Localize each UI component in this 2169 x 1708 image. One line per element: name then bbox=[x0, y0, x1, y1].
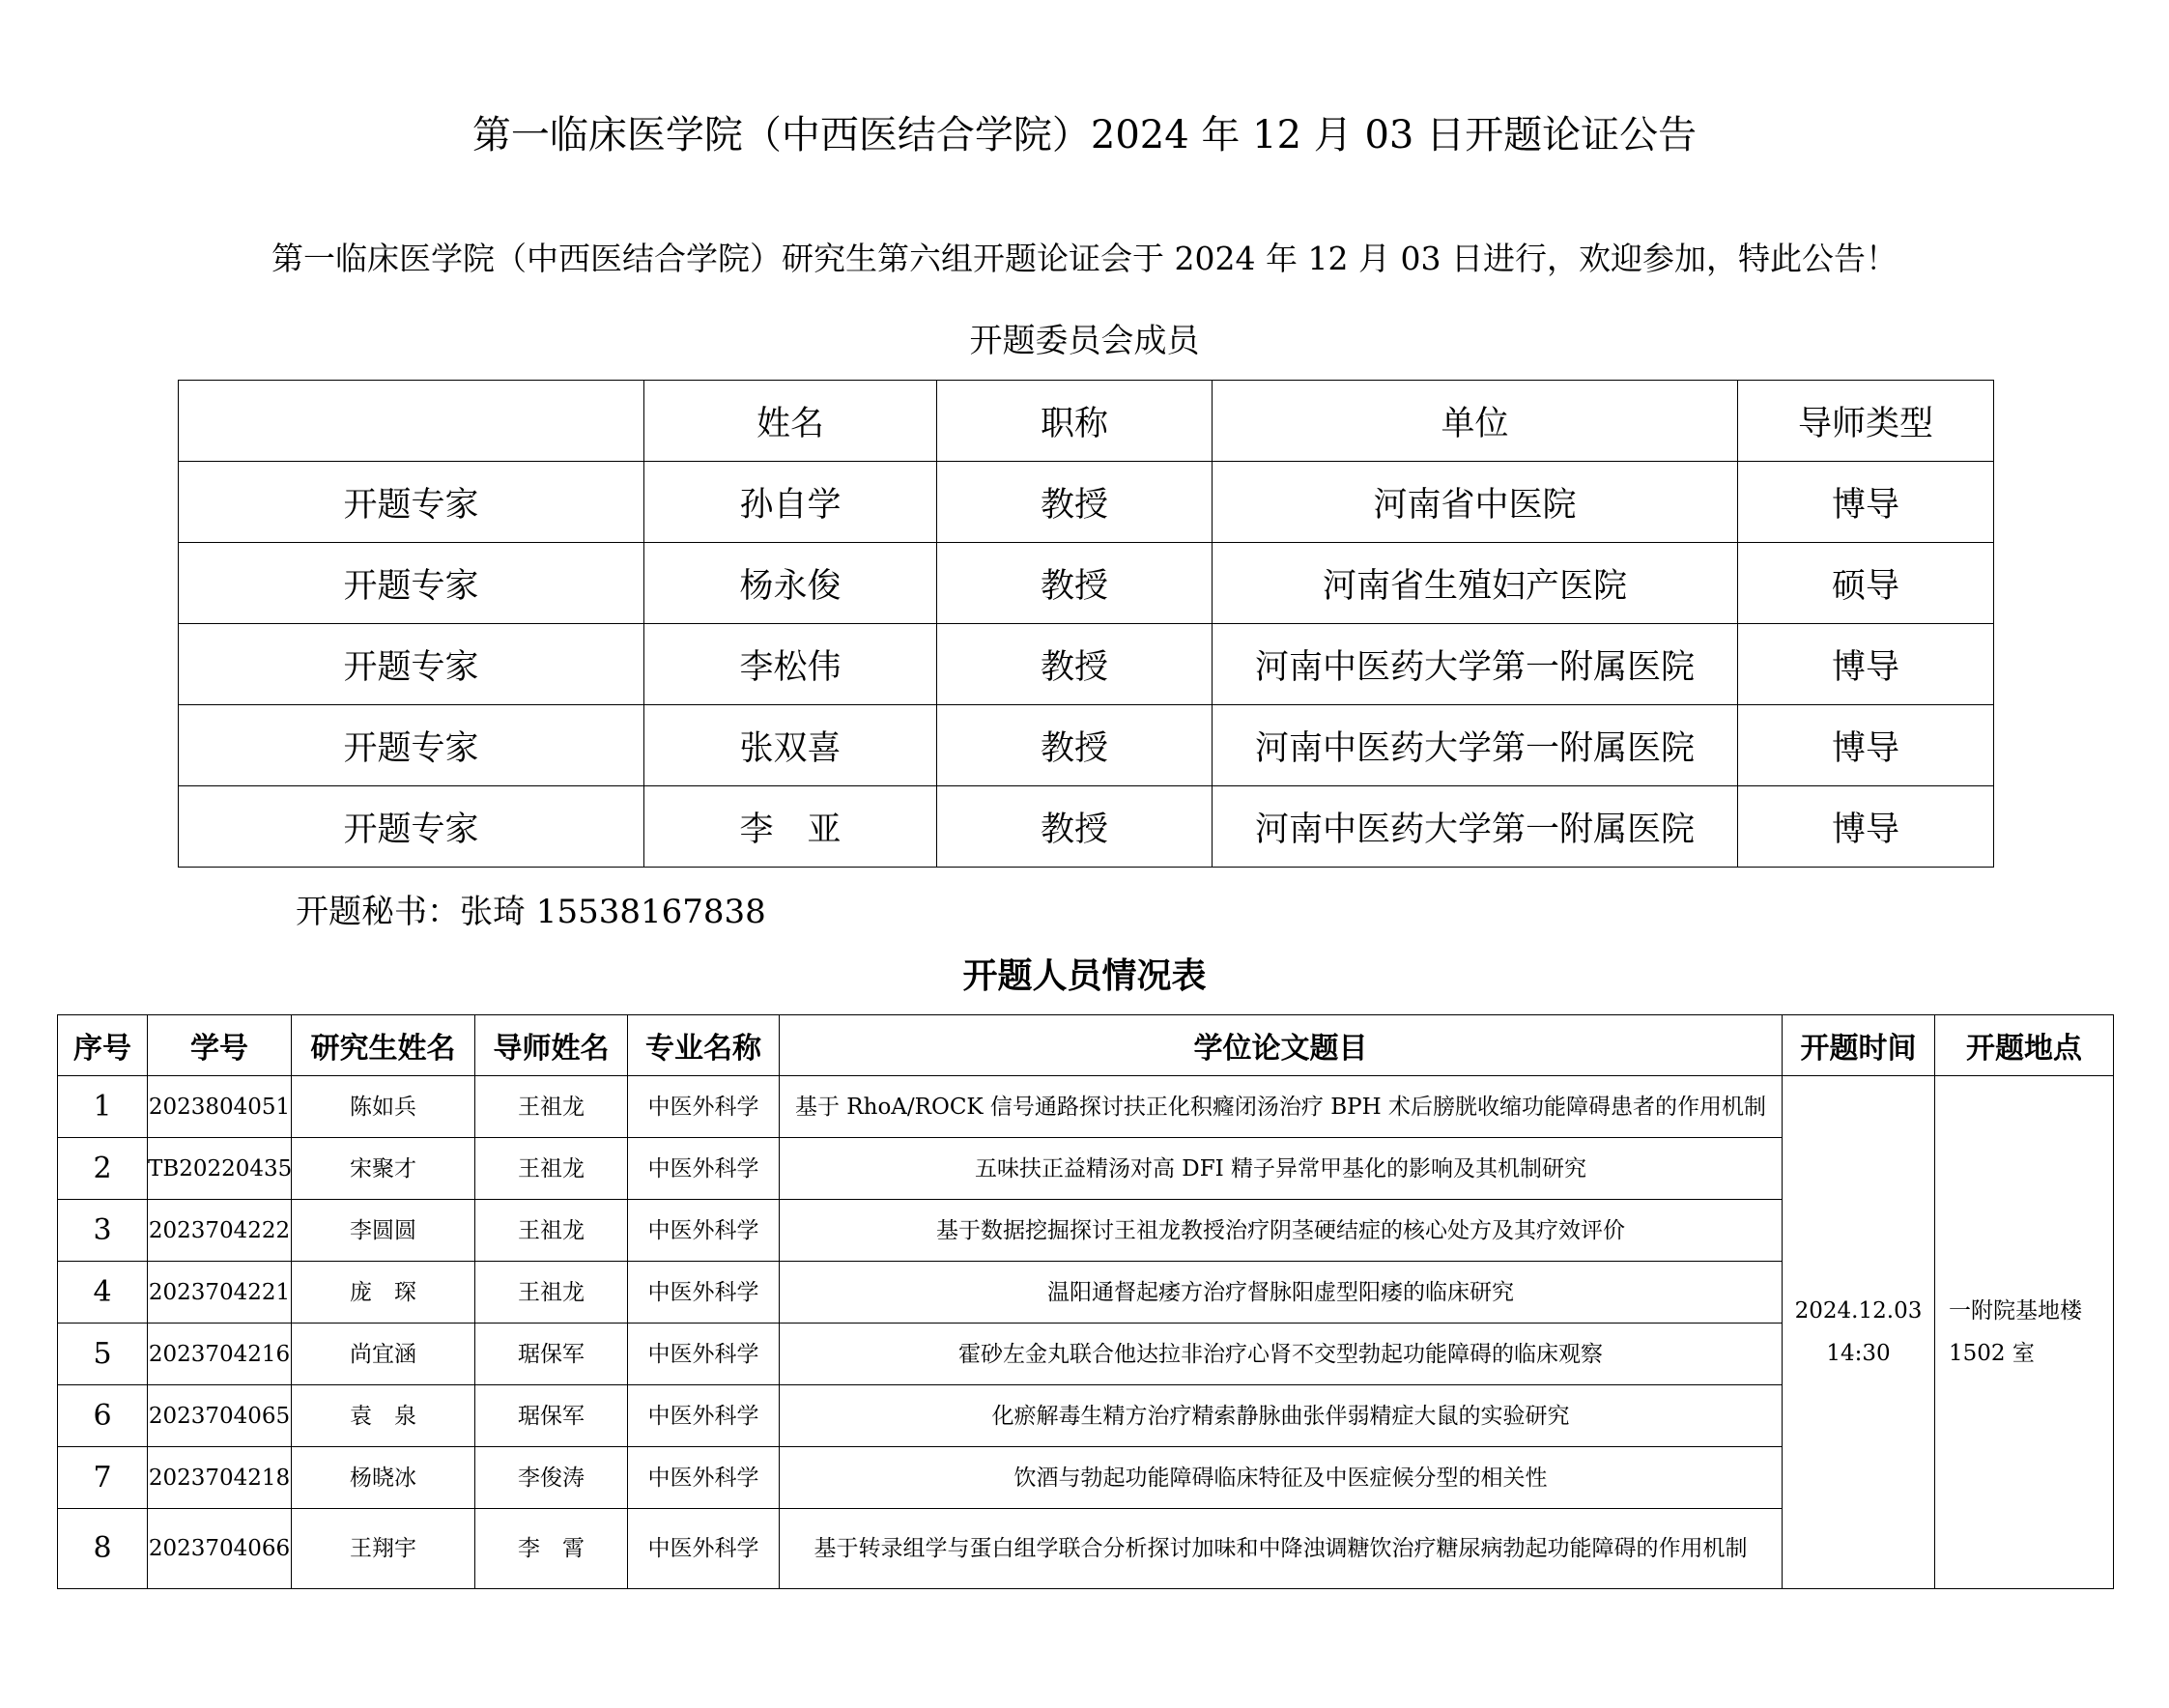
committee-role: 开题专家 bbox=[179, 786, 644, 868]
row-advisor: 王祖龙 bbox=[475, 1262, 628, 1324]
header-place: 开题地点 bbox=[1935, 1015, 2114, 1076]
row-thesis-title: 饮酒与勃起功能障碍临床特征及中医症候分型的相关性 bbox=[780, 1447, 1783, 1509]
row-student-id: 2023704218 bbox=[148, 1447, 292, 1509]
row-major: 中医外科学 bbox=[628, 1385, 780, 1447]
row-student-id: 2023804051 bbox=[148, 1076, 292, 1138]
defense-place bbox=[1935, 1076, 2114, 1589]
committee-type: 博导 bbox=[1738, 705, 1994, 786]
committee-unit: 河南中医药大学第一附属医院 bbox=[1213, 624, 1738, 705]
committee-name: 杨永俊 bbox=[644, 543, 937, 624]
row-student-name: 陈如兵 bbox=[292, 1076, 475, 1138]
secretary-line: 开题秘书：张琦 15538167838 bbox=[296, 893, 766, 931]
header-seq: 序号 bbox=[58, 1015, 148, 1076]
row-student-id: 2023704066 bbox=[148, 1509, 292, 1589]
defense-place-line1: 一附院基地楼 bbox=[1949, 1298, 2082, 1324]
row-advisor: 琚保军 bbox=[475, 1385, 628, 1447]
row-major: 中医外科学 bbox=[628, 1200, 780, 1262]
committee-caption: 开题委员会成员 bbox=[969, 322, 1200, 360]
committee-name: 孙自学 bbox=[644, 462, 937, 543]
row-major: 中医外科学 bbox=[628, 1509, 780, 1589]
header-student-name: 研究生姓名 bbox=[292, 1015, 475, 1076]
committee-row bbox=[179, 786, 1994, 868]
committee-header-name: 姓名 bbox=[644, 381, 937, 462]
row-student-id: TB20220435 bbox=[148, 1138, 292, 1200]
header-student-id: 学号 bbox=[148, 1015, 292, 1076]
defense-clock: 14:30 bbox=[1826, 1341, 1891, 1366]
row-seq: 5 bbox=[58, 1324, 148, 1385]
row-thesis-title: 化瘀解毒生精方治疗精索静脉曲张伴弱精症大鼠的实验研究 bbox=[780, 1385, 1783, 1447]
committee-row bbox=[179, 462, 1994, 543]
committee-header-row bbox=[179, 381, 1994, 462]
row-seq: 8 bbox=[58, 1509, 148, 1589]
committee-role: 开题专家 bbox=[179, 705, 644, 786]
defense-place-line2: 1502 室 bbox=[1949, 1341, 2035, 1366]
committee-name: 李松伟 bbox=[644, 624, 937, 705]
committee-header-type: 导师类型 bbox=[1738, 381, 1994, 462]
applicants-header-row bbox=[58, 1015, 2114, 1076]
row-student-id: 2023704221 bbox=[148, 1262, 292, 1324]
row-student-name: 宋聚才 bbox=[292, 1138, 475, 1200]
row-seq: 2 bbox=[58, 1138, 148, 1200]
committee-type: 博导 bbox=[1738, 462, 1994, 543]
committee-role: 开题专家 bbox=[179, 624, 644, 705]
committee-unit: 河南省中医院 bbox=[1213, 462, 1738, 543]
row-advisor: 李俊涛 bbox=[475, 1447, 628, 1509]
row-seq: 6 bbox=[58, 1385, 148, 1447]
row-thesis-title: 基于转录组学与蛋白组学联合分析探讨加味和中降浊调糖饮治疗糖尿病勃起功能障碍的作用机制 bbox=[780, 1509, 1783, 1589]
committee-unit: 河南中医药大学第一附属医院 bbox=[1213, 705, 1738, 786]
row-advisor: 李 霄 bbox=[475, 1509, 628, 1589]
committee-row bbox=[179, 705, 1994, 786]
row-student-id: 2023704065 bbox=[148, 1385, 292, 1447]
committee-header-unit: 单位 bbox=[1213, 381, 1738, 462]
defense-time bbox=[1783, 1076, 1935, 1589]
committee-title: 教授 bbox=[937, 786, 1213, 868]
row-major: 中医外科学 bbox=[628, 1447, 780, 1509]
row-thesis-title: 基于数据挖掘探讨王祖龙教授治疗阴茎硬结症的核心处方及其疗效评价 bbox=[780, 1200, 1783, 1262]
row-student-name: 李圆圆 bbox=[292, 1200, 475, 1262]
applicants-caption: 开题人员情况表 bbox=[962, 955, 1207, 996]
row-seq: 3 bbox=[58, 1200, 148, 1262]
row-seq: 1 bbox=[58, 1076, 148, 1138]
header-major: 专业名称 bbox=[628, 1015, 780, 1076]
row-student-name: 庞 琛 bbox=[292, 1262, 475, 1324]
row-student-name: 王翔宇 bbox=[292, 1509, 475, 1589]
committee-role: 开题专家 bbox=[179, 462, 644, 543]
committee-table bbox=[178, 380, 1994, 868]
row-major: 中医外科学 bbox=[628, 1262, 780, 1324]
row-major: 中医外科学 bbox=[628, 1324, 780, 1385]
row-student-id: 2023704222 bbox=[148, 1200, 292, 1262]
row-student-name: 袁 泉 bbox=[292, 1385, 475, 1447]
row-advisor: 王祖龙 bbox=[475, 1076, 628, 1138]
committee-type: 博导 bbox=[1738, 624, 1994, 705]
committee-header-title: 职称 bbox=[937, 381, 1213, 462]
row-major: 中医外科学 bbox=[628, 1138, 780, 1200]
committee-row bbox=[179, 543, 1994, 624]
announcement-intro: 第一临床医学院（中西医结合学院）研究生第六组开题论证会于 2024 年 12 月 03 日进行，欢迎参加，特此公告！ bbox=[271, 240, 1898, 277]
committee-title: 教授 bbox=[937, 543, 1213, 624]
row-advisor: 琚保军 bbox=[475, 1324, 628, 1385]
row-major: 中医外科学 bbox=[628, 1076, 780, 1138]
row-thesis-title: 基于 RhoA/ROCK 信号通路探讨扶正化积癃闭汤治疗 BPH 术后膀胱收缩功能障碍患者的作用机制 bbox=[780, 1076, 1783, 1138]
table-row bbox=[58, 1076, 2114, 1138]
row-student-name: 尚宜涵 bbox=[292, 1324, 475, 1385]
committee-name: 张双喜 bbox=[644, 705, 937, 786]
committee-header-role bbox=[179, 381, 644, 462]
committee-row bbox=[179, 624, 1994, 705]
row-advisor: 王祖龙 bbox=[475, 1200, 628, 1262]
defense-date: 2024.12.03 bbox=[1794, 1298, 1923, 1324]
row-seq: 7 bbox=[58, 1447, 148, 1509]
header-thesis-title: 学位论文题目 bbox=[780, 1015, 1783, 1076]
row-thesis-title: 温阳通督起痿方治疗督脉阳虚型阳痿的临床研究 bbox=[780, 1262, 1783, 1324]
committee-title: 教授 bbox=[937, 462, 1213, 543]
header-advisor: 导师姓名 bbox=[475, 1015, 628, 1076]
committee-title: 教授 bbox=[937, 705, 1213, 786]
committee-role: 开题专家 bbox=[179, 543, 644, 624]
committee-type: 硕导 bbox=[1738, 543, 1994, 624]
page-title: 第一临床医学院（中西医结合学院）2024 年 12 月 03 日开题论证公告 bbox=[471, 113, 1698, 157]
committee-unit: 河南省生殖妇产医院 bbox=[1213, 543, 1738, 624]
row-thesis-title: 霍砂左金丸联合他达拉非治疗心肾不交型勃起功能障碍的临床观察 bbox=[780, 1324, 1783, 1385]
committee-unit: 河南中医药大学第一附属医院 bbox=[1213, 786, 1738, 868]
row-student-id: 2023704216 bbox=[148, 1324, 292, 1385]
row-thesis-title: 五味扶正益精汤对高 DFI 精子异常甲基化的影响及其机制研究 bbox=[780, 1138, 1783, 1200]
committee-type: 博导 bbox=[1738, 786, 1994, 868]
committee-title: 教授 bbox=[937, 624, 1213, 705]
applicants-table bbox=[57, 1014, 2114, 1589]
row-advisor: 王祖龙 bbox=[475, 1138, 628, 1200]
row-student-name: 杨晓冰 bbox=[292, 1447, 475, 1509]
header-time: 开题时间 bbox=[1783, 1015, 1935, 1076]
committee-name: 李 亚 bbox=[644, 786, 937, 868]
row-seq: 4 bbox=[58, 1262, 148, 1324]
